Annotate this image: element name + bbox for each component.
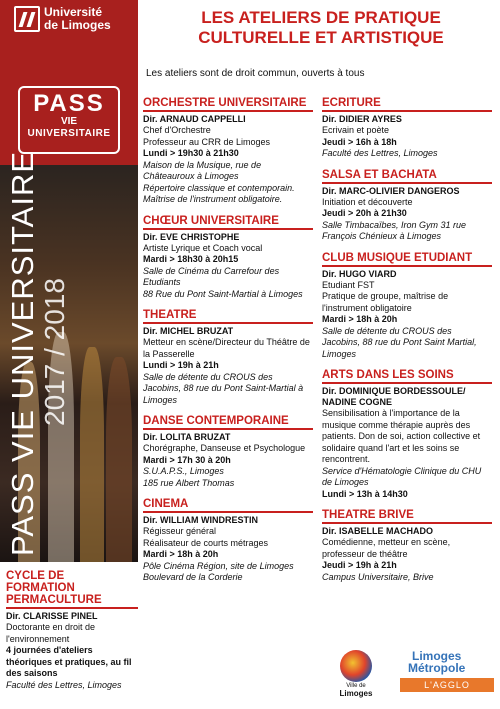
cycle-role: Doctorante en droit de l'environnement <box>6 622 96 644</box>
right-column <box>322 97 492 592</box>
section-schedule: Jeudi > 16h à 18h <box>322 136 397 147</box>
atelier-section <box>143 97 313 206</box>
section-schedule: Lundi > 19h30 à 21h30 <box>143 148 239 158</box>
section-role: Sensibilisation à l'importance de la musique comme thérapie auprès des patients. Don de soi, action collective et solidaire quand l'art et les soins se rencontrent. <box>322 408 481 464</box>
section-rule <box>143 322 313 324</box>
section-director: Dir. ARNAUD CAPPELLI <box>143 114 246 124</box>
partner-logos <box>336 644 500 704</box>
section-rule <box>143 428 313 430</box>
section-rule <box>143 110 313 112</box>
section-role: Chef d'Orchestre Professeur au CRR de Limoges <box>143 125 271 147</box>
section-role: Régisseur général Réalisateur de courts métrages <box>143 526 269 548</box>
section-schedule: Jeudi > 20h à 21h30 <box>322 208 407 218</box>
section-heading: CHŒUR UNIVERSITAIRE <box>143 214 279 227</box>
badge-vie: VIE <box>60 116 78 127</box>
section-heading: CINEMA <box>143 498 189 510</box>
university-emblem-icon <box>14 6 40 32</box>
section-director: Dir. HUGO VIARD <box>322 268 397 279</box>
atelier-section <box>322 169 492 243</box>
section-rule <box>6 607 138 609</box>
section-heading: SALSA ET BACHATA <box>322 168 437 181</box>
section-heading: CLUB MUSIQUE ETUDIANT <box>322 251 473 264</box>
section-rule <box>322 522 492 524</box>
section-role: Comédienne, metteur en scène, professeur de théâtre <box>322 537 451 559</box>
section-schedule: Lundi > 13h à 14h30 <box>322 488 408 499</box>
atelier-section <box>143 415 313 489</box>
left-banner <box>0 0 138 562</box>
cycle-place: Faculté des Lettres, Limoges <box>6 679 122 690</box>
atelier-section <box>322 252 492 361</box>
section-schedule: Lundi > 19h à 21h <box>143 360 219 370</box>
section-place: Service d'Hématologie Clinique du CHU de Limoges <box>322 465 482 487</box>
page-subtitle: Les ateliers sont de droit commun, ouverts à tous <box>146 68 365 79</box>
section-heading: THEATRE BRIVE <box>322 509 414 521</box>
section-place: Pôle Cinéma Région, site de Limoges Boulevard de la Corderie <box>143 560 294 582</box>
section-heading: ECRITURE <box>322 97 381 109</box>
section-place: Salle de détente du CROUS des Jacobins, 88 rue du Pont Saint Martial, Limoges <box>322 325 477 359</box>
section-rule <box>143 228 313 230</box>
section-heading: DANSE CONTEMPORAINE <box>143 415 289 427</box>
section-heading: ORCHESTRE UNIVERSITAIRE <box>143 97 307 109</box>
section-role: Initiation et découverte <box>322 196 413 207</box>
section-place: Salle de Cinéma du Carrefour des Etudiants 88 Rue du Pont Saint-Martial à Limoges <box>143 265 303 299</box>
left-column <box>143 97 313 593</box>
section-rule <box>322 182 492 184</box>
section-place: Salle Timbacaïbes, Iron Gym 31 rue François Chénieux à Limoges <box>322 219 466 241</box>
section-director: Dir. EVE CHRISTOPHE <box>143 231 240 242</box>
section-rule <box>322 110 492 112</box>
section-director: Dir. LOLITA BRUZAT <box>143 432 231 442</box>
section-role: Metteur en scène/Directeur du Théâtre de la Passerelle <box>143 337 310 359</box>
atelier-section <box>143 309 313 406</box>
badge-pass: PASS <box>33 90 105 117</box>
cycle-director: Dir. CLARISSE PINEL <box>6 611 98 621</box>
atelier-section <box>322 509 492 583</box>
cycle-schedule: 4 journées d'ateliers théoriques et pratiques, au fil des saisons <box>6 645 132 678</box>
section-place: Campus Universitaire, Brive <box>322 571 434 582</box>
section-director: Dir. MARC-OLIVIER DANGEROS <box>322 185 460 196</box>
section-schedule: Mardi > 18h à 20h <box>143 549 219 559</box>
ville-limoges-logo: Ville de Limoges <box>336 644 376 704</box>
university-name-line2: de Limoges <box>44 18 111 32</box>
atelier-section <box>143 215 313 301</box>
atelier-section <box>322 369 492 500</box>
ville-limoges-emblem-icon <box>340 650 372 682</box>
section-heading: ARTS DANS LES SOINS <box>322 369 454 381</box>
section-schedule: Jeudi > 19h à 21h <box>322 560 397 570</box>
section-place: Faculté des Lettres, Limoges <box>322 148 438 158</box>
university-name-line1: Université <box>44 5 103 19</box>
university-logo <box>14 6 111 32</box>
atelier-section <box>143 498 313 584</box>
section-director: Dir. ISABELLE MACHADO <box>322 526 434 536</box>
atelier-section <box>322 97 492 160</box>
section-schedule: Mardi > 18h à 20h <box>322 314 398 324</box>
section-role: Etudiant FST Pratique de groupe, maîtrise de l'instrument obligatoire <box>322 279 449 313</box>
section-heading: THEATRE <box>143 309 197 321</box>
vertical-title <box>5 150 70 556</box>
section-rule <box>322 382 492 384</box>
vertical-year: 2017 / 2018 <box>39 278 70 426</box>
cycle-heading: CYCLE DE FORMATION PERMACULTURE <box>6 570 102 606</box>
section-place: S.U.A.P.S., Limoges 185 rue Albert Thomas <box>143 466 235 488</box>
section-role: Artiste Lyrique et Coach vocal <box>143 242 263 253</box>
vertical-title-text: PASS VIE UNIVERSITAIRE <box>5 150 40 556</box>
section-schedule: Mardi > 17h 30 à 20h <box>143 454 231 465</box>
section-place: Maison de la Musique, rue de Châteauroux à Limoges Répertoire classique et contemporain. Maîtrise de l'instrument obligatoire. <box>143 159 295 204</box>
section-rule <box>322 265 492 267</box>
section-place: Salle de détente du CROUS des Jacobins, 88 rue du Pont Saint-Martial à Limoges <box>143 371 304 405</box>
section-director: Dir. MICHEL BRUZAT <box>143 326 234 336</box>
pass-badge <box>18 86 120 154</box>
badge-universitaire: UNIVERSITAIRE <box>27 128 111 139</box>
section-role: Ecrivain et poète <box>322 125 390 135</box>
section-rule <box>143 511 313 513</box>
section-director: Dir. WILLIAM WINDRESTIN <box>143 515 258 525</box>
page-title: LES ATELIERS DE PRATIQUE CULTURELLE ET ARTISTIQUE <box>198 8 444 47</box>
banner-header <box>0 0 138 165</box>
section-role: Chorégraphe, Danseuse et Psychologue <box>143 443 306 453</box>
cycle-permaculture <box>6 570 138 691</box>
section-director: Dir. DOMINIQUE BORDESSOULE/ NADINE COGNE <box>322 386 466 407</box>
section-schedule: Mardi > 18h30 à 20h15 <box>143 254 239 264</box>
limoges-metropole-logo: Limoges Métropole L'AGGLO <box>398 650 496 700</box>
section-director: Dir. DIDIER AYRES <box>322 114 402 124</box>
